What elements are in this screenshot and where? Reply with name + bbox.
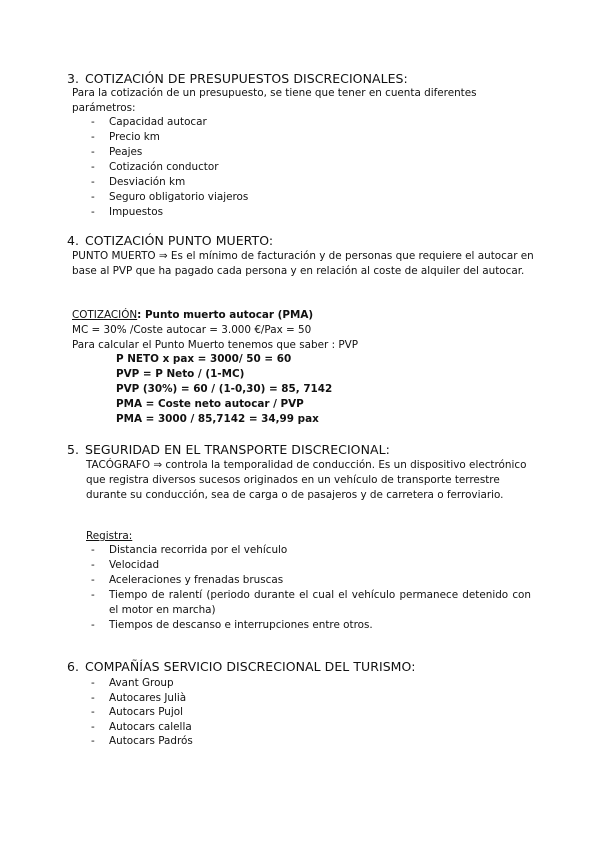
mc-line: MC = 30% /Coste autocar = 3.000 €/Pax = 50 (72, 324, 312, 336)
list-item: - Autocares Julià (91, 691, 187, 704)
section-4-number: 4. (67, 233, 80, 248)
formula-line: PVP = P Neto / (1-MC) (116, 368, 245, 380)
section-5-intro: TACÓGRAFO ⇒ controla la temporalidad de conducción. Es un dispositivo electrónico que registra diversos sucesos originados en un vehículo de transporte terrestre durante su conducción, sea de carga o de pasajeros y de carretera o ferroviario. (86, 459, 527, 501)
section-5-list (91, 543, 531, 633)
list-item: - Tiempo de ralentí (periodo durante el cual el vehículo permanece detenido con el motor en marcha) (91, 589, 531, 616)
list-item: - Autocars Padrós (91, 735, 193, 748)
section-5-heading (67, 442, 390, 457)
formula-list (116, 352, 332, 427)
section-4-heading (67, 233, 273, 248)
formula-line: P NETO x pax = 3000/ 50 = 60 (116, 353, 292, 365)
section-4-title: COTIZACIÓN PUNTO MUERTO: (85, 233, 274, 248)
formula-line: PMA = Coste neto autocar / PVP (116, 398, 304, 410)
section-6-list (91, 676, 193, 749)
section-3-heading (67, 71, 408, 86)
list-item: - Velocidad (91, 559, 160, 571)
cotizacion-text: : Punto muerto autocar (PMA) (137, 309, 314, 321)
section-3-intro: Para la cotización de un presupuesto, se tiene que tener en cuenta diferentes parámetros: (72, 87, 477, 114)
section-3-list (91, 115, 248, 220)
section-5-title: SEGURIDAD EN EL TRANSPORTE DISCRECIONAL: (85, 442, 390, 457)
list-item: - Aceleraciones y frenadas bruscas (91, 574, 284, 586)
section-6-heading (67, 659, 415, 674)
list-item: - Capacidad autocar (91, 116, 207, 128)
formula-line: PVP (30%) = 60 / (1-0,30) = 85, 7142 (116, 383, 333, 395)
list-item: - Avant Group (91, 677, 174, 689)
registra-label: Registra: (86, 530, 133, 542)
list-item: - Seguro obligatorio viajeros (91, 191, 249, 203)
section-5-number: 5. (67, 442, 80, 457)
section-6-title: COMPAÑÍAS SERVICIO DISCRECIONAL DEL TURISMO: (85, 659, 416, 674)
section-3-number: 3. (67, 71, 80, 86)
list-item: - Distancia recorrida por el vehículo (91, 544, 288, 556)
list-item: - Tiempos de descanso e interrupciones entre otros. (91, 619, 373, 631)
calc-line: Para calcular el Punto Muerto tenemos que saber : PVP (72, 339, 359, 351)
list-item: - Cotización conductor (91, 161, 219, 173)
list-item: - Autocars calella (91, 720, 192, 733)
list-item: - Desviación km (91, 176, 186, 188)
cotizacion-line (72, 308, 313, 323)
section-3-title: COTIZACIÓN DE PRESUPUESTOS DISCRECIONALES: (85, 71, 408, 86)
section-6-number: 6. (67, 659, 80, 674)
section-4-intro: PUNTO MUERTO ⇒ Es el mínimo de facturación y de personas que requiere el autocar en base al PVP que ha pagado cada persona y en relación al coste de alquiler del autocar. (72, 250, 534, 277)
list-item: - Autocars Pujol (91, 706, 183, 719)
list-item: - Peajes (91, 146, 143, 158)
cotizacion-label: COTIZACIÓN (72, 309, 138, 321)
formula-line: PMA = 3000 / 85,7142 = 34,99 pax (116, 413, 319, 425)
list-item: - Impuestos (91, 206, 164, 218)
list-item: - Precio km (91, 131, 160, 143)
